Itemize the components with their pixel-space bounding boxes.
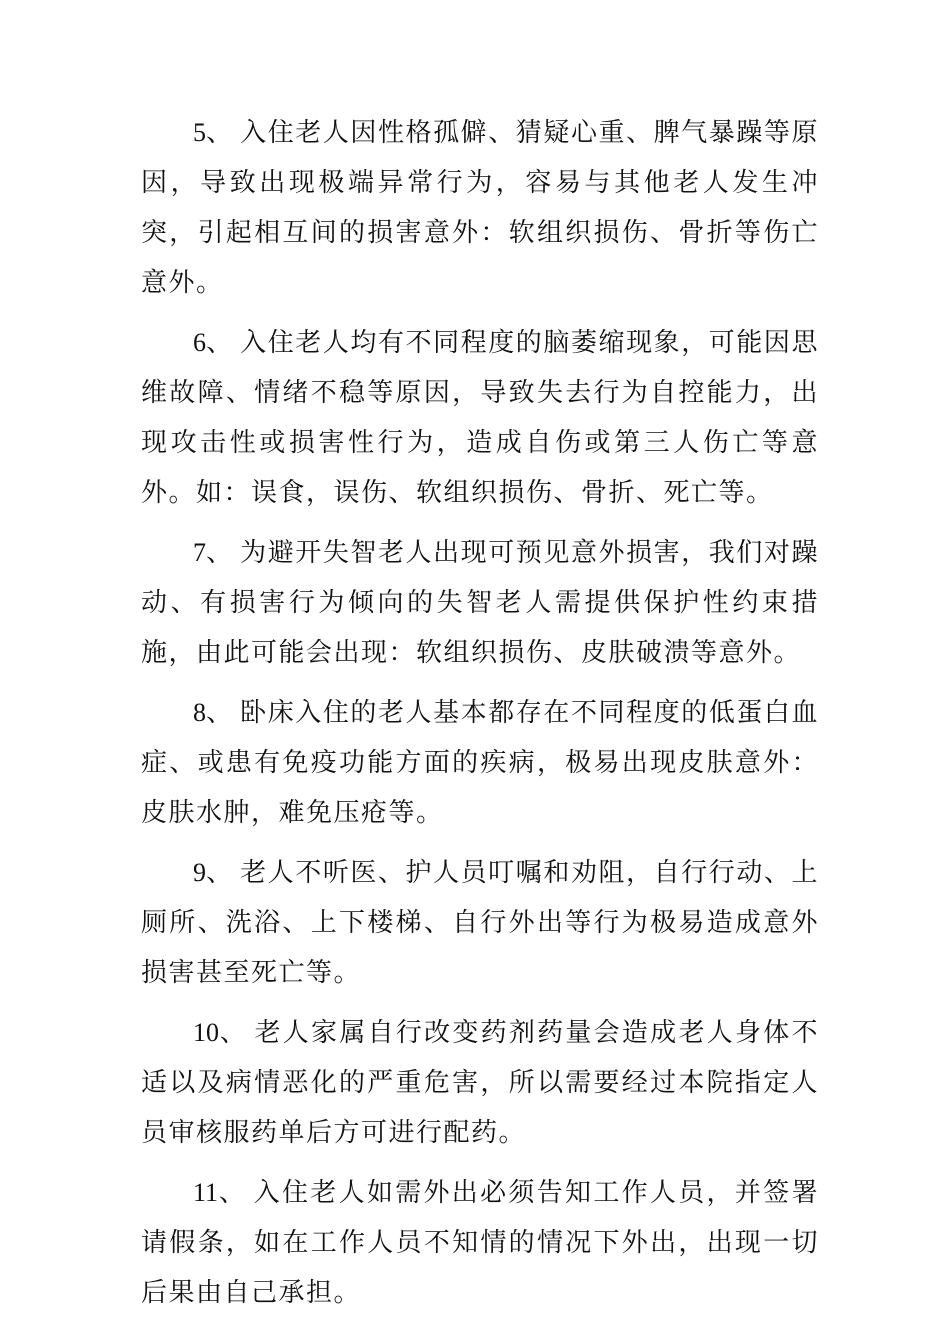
paragraph-item-10 <box>141 1008 819 1158</box>
paragraph-text: 老人不听医、护人员叮嘱和劝阻，自行行动、上厕所、洗浴、上下楼梯、自行外出等行为极易造成意外损害甚至死亡等。 <box>141 858 819 988</box>
paragraph-item-6 <box>141 318 819 518</box>
paragraph-text: 为避开失智老人出现可预见意外损害，我们对躁动、有损害行为倾向的失智老人需提供保护性约束措施，由此可能会出现：软组织损伤、皮肤破溃等意外。 <box>141 538 819 668</box>
paragraph-text: 老人家属自行改变药剂药量会造成老人身体不适以及病情恶化的严重危害，所以需要经过本院指定人员审核服药单后方可进行配药。 <box>141 1018 819 1148</box>
paragraph-number: 6、 <box>193 328 233 357</box>
paragraph-number: 11、 <box>193 1178 246 1207</box>
paragraph-number: 9、 <box>193 858 233 887</box>
paragraph-number: 10、 <box>193 1018 247 1047</box>
paragraph-text: 卧床入住的老人基本都存在不同程度的低蛋白血症、或患有免疫功能方面的疾病，极易出现皮肤意外：皮肤水肿，难免压疮等。 <box>141 698 819 828</box>
paragraph-text: 入住老人如需外出必须告知工作人员，并签署请假条，如在工作人员不知情的情况下外出，出现一切后果由自己承担。 <box>141 1178 819 1308</box>
paragraph-number: 8、 <box>193 698 233 727</box>
paragraph-text: 入住老人均有不同程度的脑萎缩现象，可能因思维故障、情绪不稳等原因，导致失去行为自控能力，出现攻击性或损害性行为，造成自伤或第三人伤亡等意外。如：误食，误伤、软组织损伤、骨折、死亡等。 <box>141 328 819 508</box>
paragraph-number: 5、 <box>193 118 233 147</box>
paragraph-number: 7、 <box>193 538 233 567</box>
document-body <box>141 108 819 1328</box>
paragraph-item-7 <box>141 528 819 678</box>
paragraph-item-9 <box>141 848 819 998</box>
paragraph-item-11 <box>141 1168 819 1318</box>
paragraph-item-8 <box>141 688 819 838</box>
paragraph-item-5 <box>141 108 819 308</box>
paragraph-text: 入住老人因性格孤僻、猜疑心重、脾气暴躁等原因，导致出现极端异常行为，容易与其他老人发生冲突，引起相互间的损害意外：软组织损伤、骨折等伤亡意外。 <box>141 118 819 298</box>
